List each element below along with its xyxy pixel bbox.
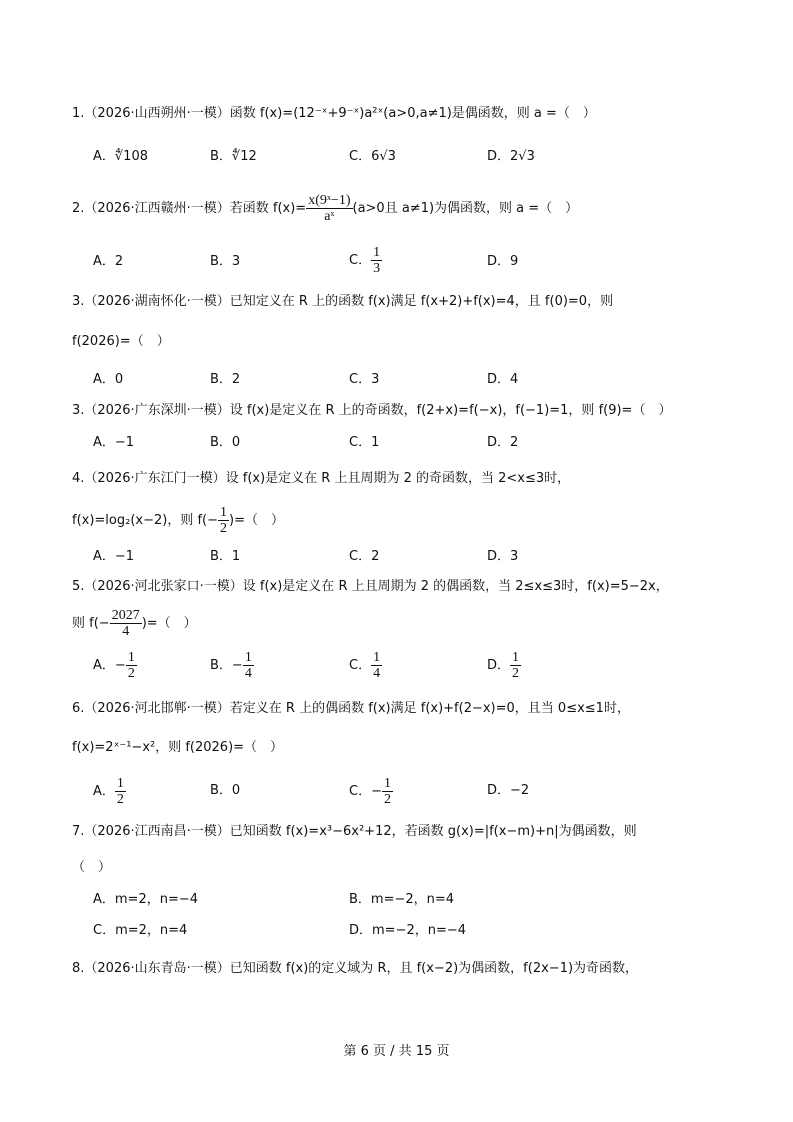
question-3 <box>72 293 613 311</box>
denominator: 2 <box>383 792 391 807</box>
option-a[interactable]: A．−1 <box>93 549 135 564</box>
option-d[interactable]: D．2√3 <box>487 149 535 164</box>
option-label: A． <box>93 658 115 673</box>
question-source: （2026·广东江门一模） <box>84 471 226 486</box>
option-d[interactable]: D．4 <box>487 372 519 387</box>
denominator: 4 <box>122 624 130 639</box>
question-text: 已知定义在 R 上的函数 f(x)满足 f(x+2)+f(x)=4，且 f(0)=0，则 <box>229 294 614 309</box>
option-d[interactable]: D．9 <box>487 254 519 269</box>
option-c[interactable]: C．3 <box>349 372 380 387</box>
question-text: 若定义在 R 上的偶函数 f(x)满足 f(x)+f(2−x)=0，且当 0≤x≤1时， <box>229 701 630 716</box>
question-source: （2026·江西赣州·一模） <box>84 201 230 216</box>
numerator: 1 <box>383 776 391 791</box>
fraction <box>371 245 382 276</box>
denominator: aˣ <box>324 209 335 224</box>
question-source: （2026·山东青岛·一模） <box>84 961 230 976</box>
question-number: 3. <box>72 294 85 309</box>
question-text: （ ） <box>72 860 112 875</box>
question-source: （2026·河北张家口·一模） <box>84 579 243 594</box>
option-b[interactable]: B．3 <box>210 254 241 269</box>
question-5 <box>72 578 669 596</box>
option-label: A． <box>93 784 115 799</box>
question-source: （2026·江西南昌·一模） <box>84 824 230 839</box>
denominator: 3 <box>373 261 381 276</box>
question-6 <box>72 700 630 718</box>
question-number: 7. <box>72 824 85 839</box>
option-a[interactable]: A．−1 <box>93 435 135 450</box>
question-text: 函数 f(x)=(12⁻ˣ+9⁻ˣ)a²ˣ(a>0,a≠1)是偶函数，则 a =（ ） <box>229 106 596 121</box>
question-text: (a>0且 a≠1)为偶函数，则 a =（ ） <box>352 201 579 216</box>
question-text: 设 f(x)是定义在 R 上且周期为 2 的偶函数，当 2≤x≤3时，f(x)=5−2x， <box>242 579 669 594</box>
option-a[interactable]: A．0 <box>93 372 124 387</box>
numerator: 1 <box>512 650 520 665</box>
numerator: 1 <box>220 505 228 520</box>
question-source: （2026·山西朔州·一模） <box>84 106 230 121</box>
option-label: D． <box>487 658 511 673</box>
denominator: 2 <box>116 792 124 807</box>
question-4 <box>72 470 570 488</box>
numerator: 1 <box>127 650 135 665</box>
fraction <box>382 776 393 807</box>
question-source: （2026·河北邯郸·一模） <box>84 701 230 716</box>
question-number: 1. <box>72 106 85 121</box>
denominator: 2 <box>127 666 135 681</box>
question-text <box>72 504 284 538</box>
question-7 <box>72 823 637 841</box>
question-3b <box>72 402 671 420</box>
option-b[interactable]: B．1 <box>210 549 241 564</box>
fraction <box>510 650 521 681</box>
option-a[interactable]: A．∜108 <box>93 149 148 164</box>
option-b[interactable]: B．∜12 <box>210 149 257 164</box>
fraction <box>306 193 352 224</box>
option-a[interactable] <box>93 776 126 807</box>
option-d[interactable]: D．m=−2，n=−4 <box>349 923 467 938</box>
option-b[interactable] <box>210 650 254 681</box>
minus-sign: − <box>207 513 219 528</box>
option-c[interactable] <box>349 650 382 681</box>
question-number: 8. <box>72 961 85 976</box>
numerator: 1 <box>116 776 124 791</box>
option-c[interactable]: C．2 <box>349 549 380 564</box>
question-source: （2026·广东深圳·一模） <box>84 403 230 418</box>
text: )=（ ） <box>141 616 197 631</box>
option-d[interactable] <box>487 650 521 681</box>
question-number: 6. <box>72 701 85 716</box>
sign: − <box>114 658 126 673</box>
fraction <box>371 650 382 681</box>
text: f(x)=log₂(x−2)，则 f( <box>72 513 208 528</box>
question-text: 已知函数 f(x)的定义域为 R，且 f(x−2)为偶函数，f(2x−1)为奇函数， <box>229 961 639 976</box>
option-b[interactable]: B．0 <box>210 435 241 450</box>
question-number: 2. <box>72 201 85 216</box>
option-c[interactable]: C．6√3 <box>349 149 396 164</box>
question-text <box>72 607 197 641</box>
fraction <box>126 650 137 681</box>
fraction <box>115 776 126 807</box>
numerator: x(9ˣ−1) <box>308 193 351 208</box>
question-text: 设 f(x)是定义在 R 上且周期为 2 的奇函数，当 2<x≤3时， <box>225 471 571 486</box>
option-c[interactable]: C．1 <box>349 435 380 450</box>
option-a[interactable]: A．2 <box>93 254 124 269</box>
question-text: 设 f(x)是定义在 R 上的奇函数，f(2+x)=f(−x)，f(−1)=1，则 f(9)=（ ） <box>229 403 672 418</box>
question-number: 4. <box>72 471 85 486</box>
numerator: 2027 <box>111 608 140 623</box>
denominator: 2 <box>220 521 228 536</box>
option-c[interactable] <box>349 776 393 807</box>
denominator: 4 <box>373 666 381 681</box>
question-text: f(2026)=（ ） <box>72 334 170 349</box>
option-c[interactable] <box>349 245 382 276</box>
fraction <box>218 505 229 536</box>
option-a[interactable]: A．m=2，n=−4 <box>93 892 199 907</box>
question-number: 3. <box>72 403 85 418</box>
option-b[interactable]: B．m=−2，n=4 <box>349 892 455 907</box>
sign: − <box>371 784 382 799</box>
option-label: C． <box>349 784 372 799</box>
question-2 <box>72 192 578 226</box>
text: 则 f( <box>72 616 99 631</box>
numerator: 1 <box>373 245 381 260</box>
denominator: 4 <box>244 666 252 681</box>
option-d[interactable]: D．2 <box>487 435 519 450</box>
sign: − <box>231 658 243 673</box>
numerator: 1 <box>244 650 252 665</box>
fraction <box>110 608 142 639</box>
option-a[interactable] <box>93 650 137 681</box>
question-number: 5. <box>72 579 85 594</box>
question-1 <box>72 105 596 123</box>
numerator: 1 <box>373 650 381 665</box>
question-text: f(x)=2ˣ⁻¹−x²，则 f(2026)=（ ） <box>72 740 284 755</box>
question-8 <box>72 960 638 978</box>
question-text: 已知函数 f(x)=x³−6x²+12，若函数 g(x)=|f(x−m)+n|为偶函数，则 <box>229 824 637 839</box>
option-label: C． <box>349 658 372 673</box>
option-d[interactable]: D．−2 <box>487 783 530 798</box>
question-text: 若函数 f(x)= <box>229 201 307 216</box>
option-c[interactable]: C．m=2，n=4 <box>93 923 188 938</box>
option-b[interactable]: B．0 <box>210 783 241 798</box>
option-b[interactable]: B．2 <box>210 372 241 387</box>
minus-sign: − <box>98 616 110 631</box>
text: )=（ ） <box>229 513 284 528</box>
fraction <box>243 650 254 681</box>
question-source: （2026·湖南怀化·一模） <box>84 294 230 309</box>
page-footer: 第 6 页 / 共 15 页 <box>343 1044 450 1059</box>
option-label: B． <box>210 658 232 673</box>
denominator: 2 <box>512 666 520 681</box>
option-label: C． <box>349 253 372 268</box>
option-d[interactable]: D．3 <box>487 549 519 564</box>
